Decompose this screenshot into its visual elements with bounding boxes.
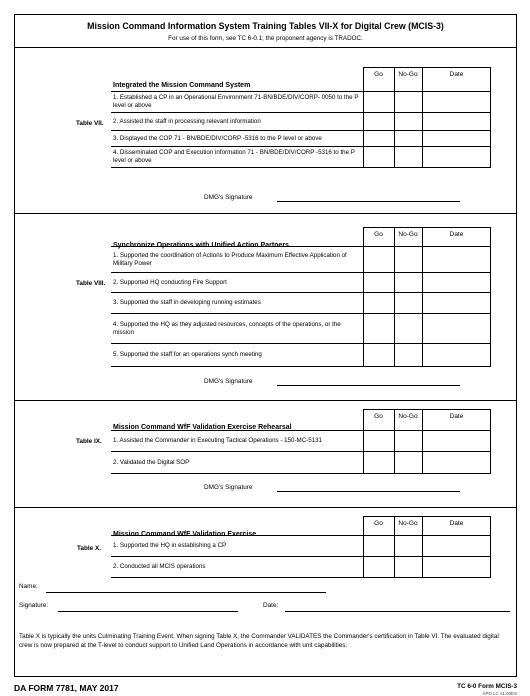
go-column-header: Go	[374, 520, 383, 527]
row-text: 1. Supported the HQ in establishing a CP	[113, 542, 227, 549]
section-table-vii	[15, 49, 516, 214]
table-x-grid	[111, 516, 491, 578]
row-text: 1. Established a CP in an Operational Environment 71-BN/BDE/DIV/CORP- 0050 to the P level or above	[113, 94, 359, 109]
dmg-signature-label: DMG's Signature	[204, 484, 253, 491]
date-column-header: Date	[449, 413, 464, 420]
table-ix-grid	[111, 409, 491, 474]
date-column-header: Date	[449, 520, 464, 527]
row-text: 2. Supported HQ conducting Fire Support	[113, 278, 227, 286]
section-table-ix	[15, 402, 516, 508]
table-x-title: Mission Command WfF Validation Exercise	[113, 531, 257, 538]
table-row[interactable]	[111, 314, 491, 344]
table-row[interactable]	[111, 246, 491, 273]
dmg-signature-field[interactable]	[277, 385, 460, 386]
table-viii-label: Table VIII.	[76, 280, 106, 287]
form-subtitle: For use of this form, see TC 6-0.1; the proponent agency is TRADOC.	[168, 35, 363, 42]
row-text: 2. Validated the Digital SOP	[113, 458, 190, 466]
nogo-column-header: No-Go	[398, 71, 418, 78]
signature-field[interactable]	[58, 611, 238, 612]
row-text: 4. Disseminated COP and Execution information 71 - BN/BDE/DIV/CORP -5316 to the P level or above	[113, 149, 355, 164]
date-label: Date:	[263, 602, 279, 609]
signature-label: Signature:	[19, 602, 49, 609]
table-row[interactable]	[111, 430, 491, 452]
table-viii-title: Synchronize Operations with Unified Action Partners	[113, 242, 289, 249]
row-text: 2. Assisted the staff in processing relevant information	[113, 117, 261, 125]
dmg-signature-label: DMG's Signature	[204, 194, 253, 201]
section-table-x	[15, 509, 516, 584]
training-form	[14, 14, 517, 677]
table-row[interactable]	[111, 113, 491, 131]
table-row[interactable]	[111, 147, 491, 168]
table-row[interactable]	[111, 293, 491, 314]
form-header	[15, 15, 516, 48]
validation-note: Table X is typically the units Culminating Training Event. When signing Table X, the Commander VALIDATES the Commander's certification in Table VI. The evaluated digital crew is now prepared at the T-level to conduct support to Unified Land Operations in accordance with unit capabilities.	[19, 633, 499, 649]
row-text: 5. Supported the staff for an operations synch meeting	[113, 351, 262, 358]
name-field[interactable]	[46, 592, 326, 593]
form-title: Mission Command Information System Training Tables VII-X for Digital Crew (MCIS-3)	[87, 21, 444, 31]
go-column-header: Go	[374, 71, 383, 78]
dmg-signature-field[interactable]	[277, 201, 460, 202]
date-field[interactable]	[285, 611, 510, 612]
nogo-column-header: No-Go	[398, 231, 418, 238]
nogo-column-header: No-Go	[398, 413, 418, 420]
table-viii-grid	[111, 227, 491, 367]
table-x-label: Table X.	[77, 545, 102, 552]
date-column-header: Date	[449, 231, 464, 238]
nogo-column-header: No-Go	[398, 520, 418, 527]
table-row[interactable]	[111, 131, 491, 147]
table-vii-title: Integrated the Mission Command System	[113, 82, 251, 89]
table-vii-grid	[111, 67, 491, 168]
row-text: 2. Conducted all MCIS operations	[113, 563, 206, 570]
dmg-signature-label: DMG's Signature	[204, 378, 253, 385]
go-column-header: Go	[374, 231, 383, 238]
date-column-header: Date	[449, 71, 464, 78]
table-row[interactable]	[111, 535, 491, 557]
name-label: Name:	[19, 583, 38, 590]
table-ix-title: Mission Command WfF Validation Exercise Rehearsal	[113, 424, 292, 431]
form-reference: TC 6-0 Form MCIS-3	[457, 683, 517, 690]
table-row[interactable]	[111, 273, 491, 293]
table-row[interactable]	[111, 344, 491, 367]
section-table-viii	[15, 215, 516, 401]
table-vii-label: Table VII.	[76, 120, 104, 127]
go-column-header: Go	[374, 413, 383, 420]
table-ix-label: Table IX.	[76, 438, 102, 445]
row-text: 1. Assisted the Commander in Executing Tactical Operations - 150-MC-5131	[113, 437, 322, 444]
table-row[interactable]	[111, 557, 491, 578]
row-text: 3. Supported the staff in developing running estimates	[113, 299, 261, 306]
row-text: 4. Supported the HQ as they adjusted resources, concepts of the operations, or the mission	[113, 320, 341, 336]
dmg-signature-field[interactable]	[277, 491, 460, 492]
form-number: DA FORM 7781, MAY 2017	[14, 683, 119, 693]
row-text: 1. Supported the coordination of Actions to Produce Maximum Effective Application of Military Power	[113, 251, 347, 267]
row-text: 3. Displayed the COP 71 - BN/BDE/DIV/CORP -5316 to the P level or above	[113, 134, 322, 142]
table-row[interactable]	[111, 91, 491, 113]
form-version: APD LC v1.00ES	[482, 691, 517, 696]
table-row[interactable]	[111, 452, 491, 474]
